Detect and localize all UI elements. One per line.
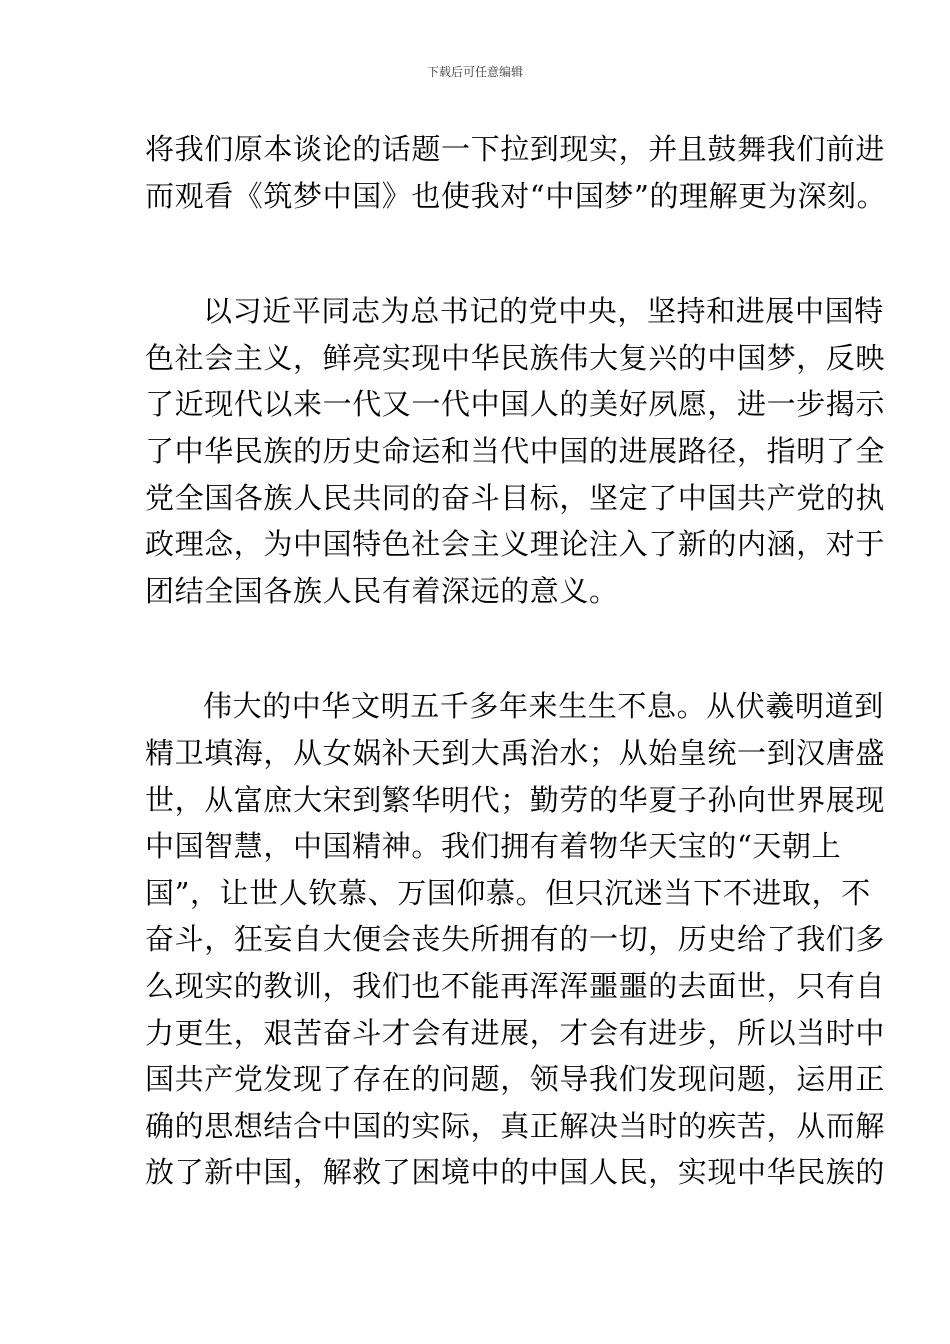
paragraph-line: 了近现代以来一代又一代中国人的美好夙愿，进一步揭示 (145, 387, 886, 422)
paragraph-line: 确的思想结合中国的实际，真正解决当时的疾苦，从而解 (145, 1108, 886, 1143)
paragraph-line: 伟大的中华文明五千多年来生生不息。从伏羲明道到 (203, 689, 884, 724)
paragraph-line: 团结全国各族人民有着深远的意义。 (145, 573, 619, 608)
paragraph-spacer (145, 614, 805, 683)
paragraph-line: 精卫填海，从女娲补天到大禹治水；从始皇统一到汉唐盛 (145, 735, 886, 770)
paragraph-1 (145, 126, 887, 219)
paragraph-line: 中国智慧，中国精神。我们拥有着物华天宝的“天朝上 (145, 829, 842, 864)
paragraph-line: 色社会主义，鲜亮实现中华民族伟大复兴的中国梦，反映 (145, 340, 886, 375)
paragraph-line: 党全国各族人民共同的奋斗目标，坚定了中国共产党的执 (145, 480, 886, 515)
paragraph-line: 奋斗，狂妄自大便会丧失所拥有的一切，历史给了我们多 (145, 922, 886, 957)
document-body (145, 126, 887, 1196)
paragraph-line: 力更生，艰苦奋斗才会有进展，才会有进步，所以当时中 (145, 1015, 886, 1050)
paragraph-line: 以习近平同志为总书记的党中央，坚持和进展中国特 (203, 294, 884, 329)
paragraph-line: 放了新中国，解救了困境中的中国人民，实现中华民族的 (145, 1155, 886, 1190)
paragraph-3 (145, 683, 886, 1196)
paragraph-spacer (145, 219, 805, 288)
header-note: 下载后可任意编辑 (426, 65, 523, 79)
paragraph-line: 世，从富庶大宋到繁华明代；勤劳的华夏子孙向世界展现 (145, 782, 886, 817)
paragraph-line: 么现实的教训，我们也不能再浑浑噩噩的去面世，只有自 (145, 968, 886, 1003)
paragraph-line: 将我们原本谈论的话题一下拉到现实，并且鼓舞我们前进 (145, 132, 886, 166)
paragraph-2 (145, 288, 886, 614)
paragraph-line: 了中华民族的历史命运和当代中国的进展路径，指明了全 (145, 433, 886, 468)
paragraph-line: 国”，让世人钦慕、万国仰慕。但只沉迷当下不进取，不 (145, 875, 871, 910)
paragraph-line: 政理念，为中国特色社会主义理论注入了新的内涵，对于 (145, 527, 886, 562)
paragraph-line: 而观看《筑梦中国》也使我对“中国梦”的理解更为深刻。 (145, 178, 887, 213)
paragraph-line: 国共产党发现了存在的问题，领导我们发现问题，运用正 (145, 1062, 886, 1097)
